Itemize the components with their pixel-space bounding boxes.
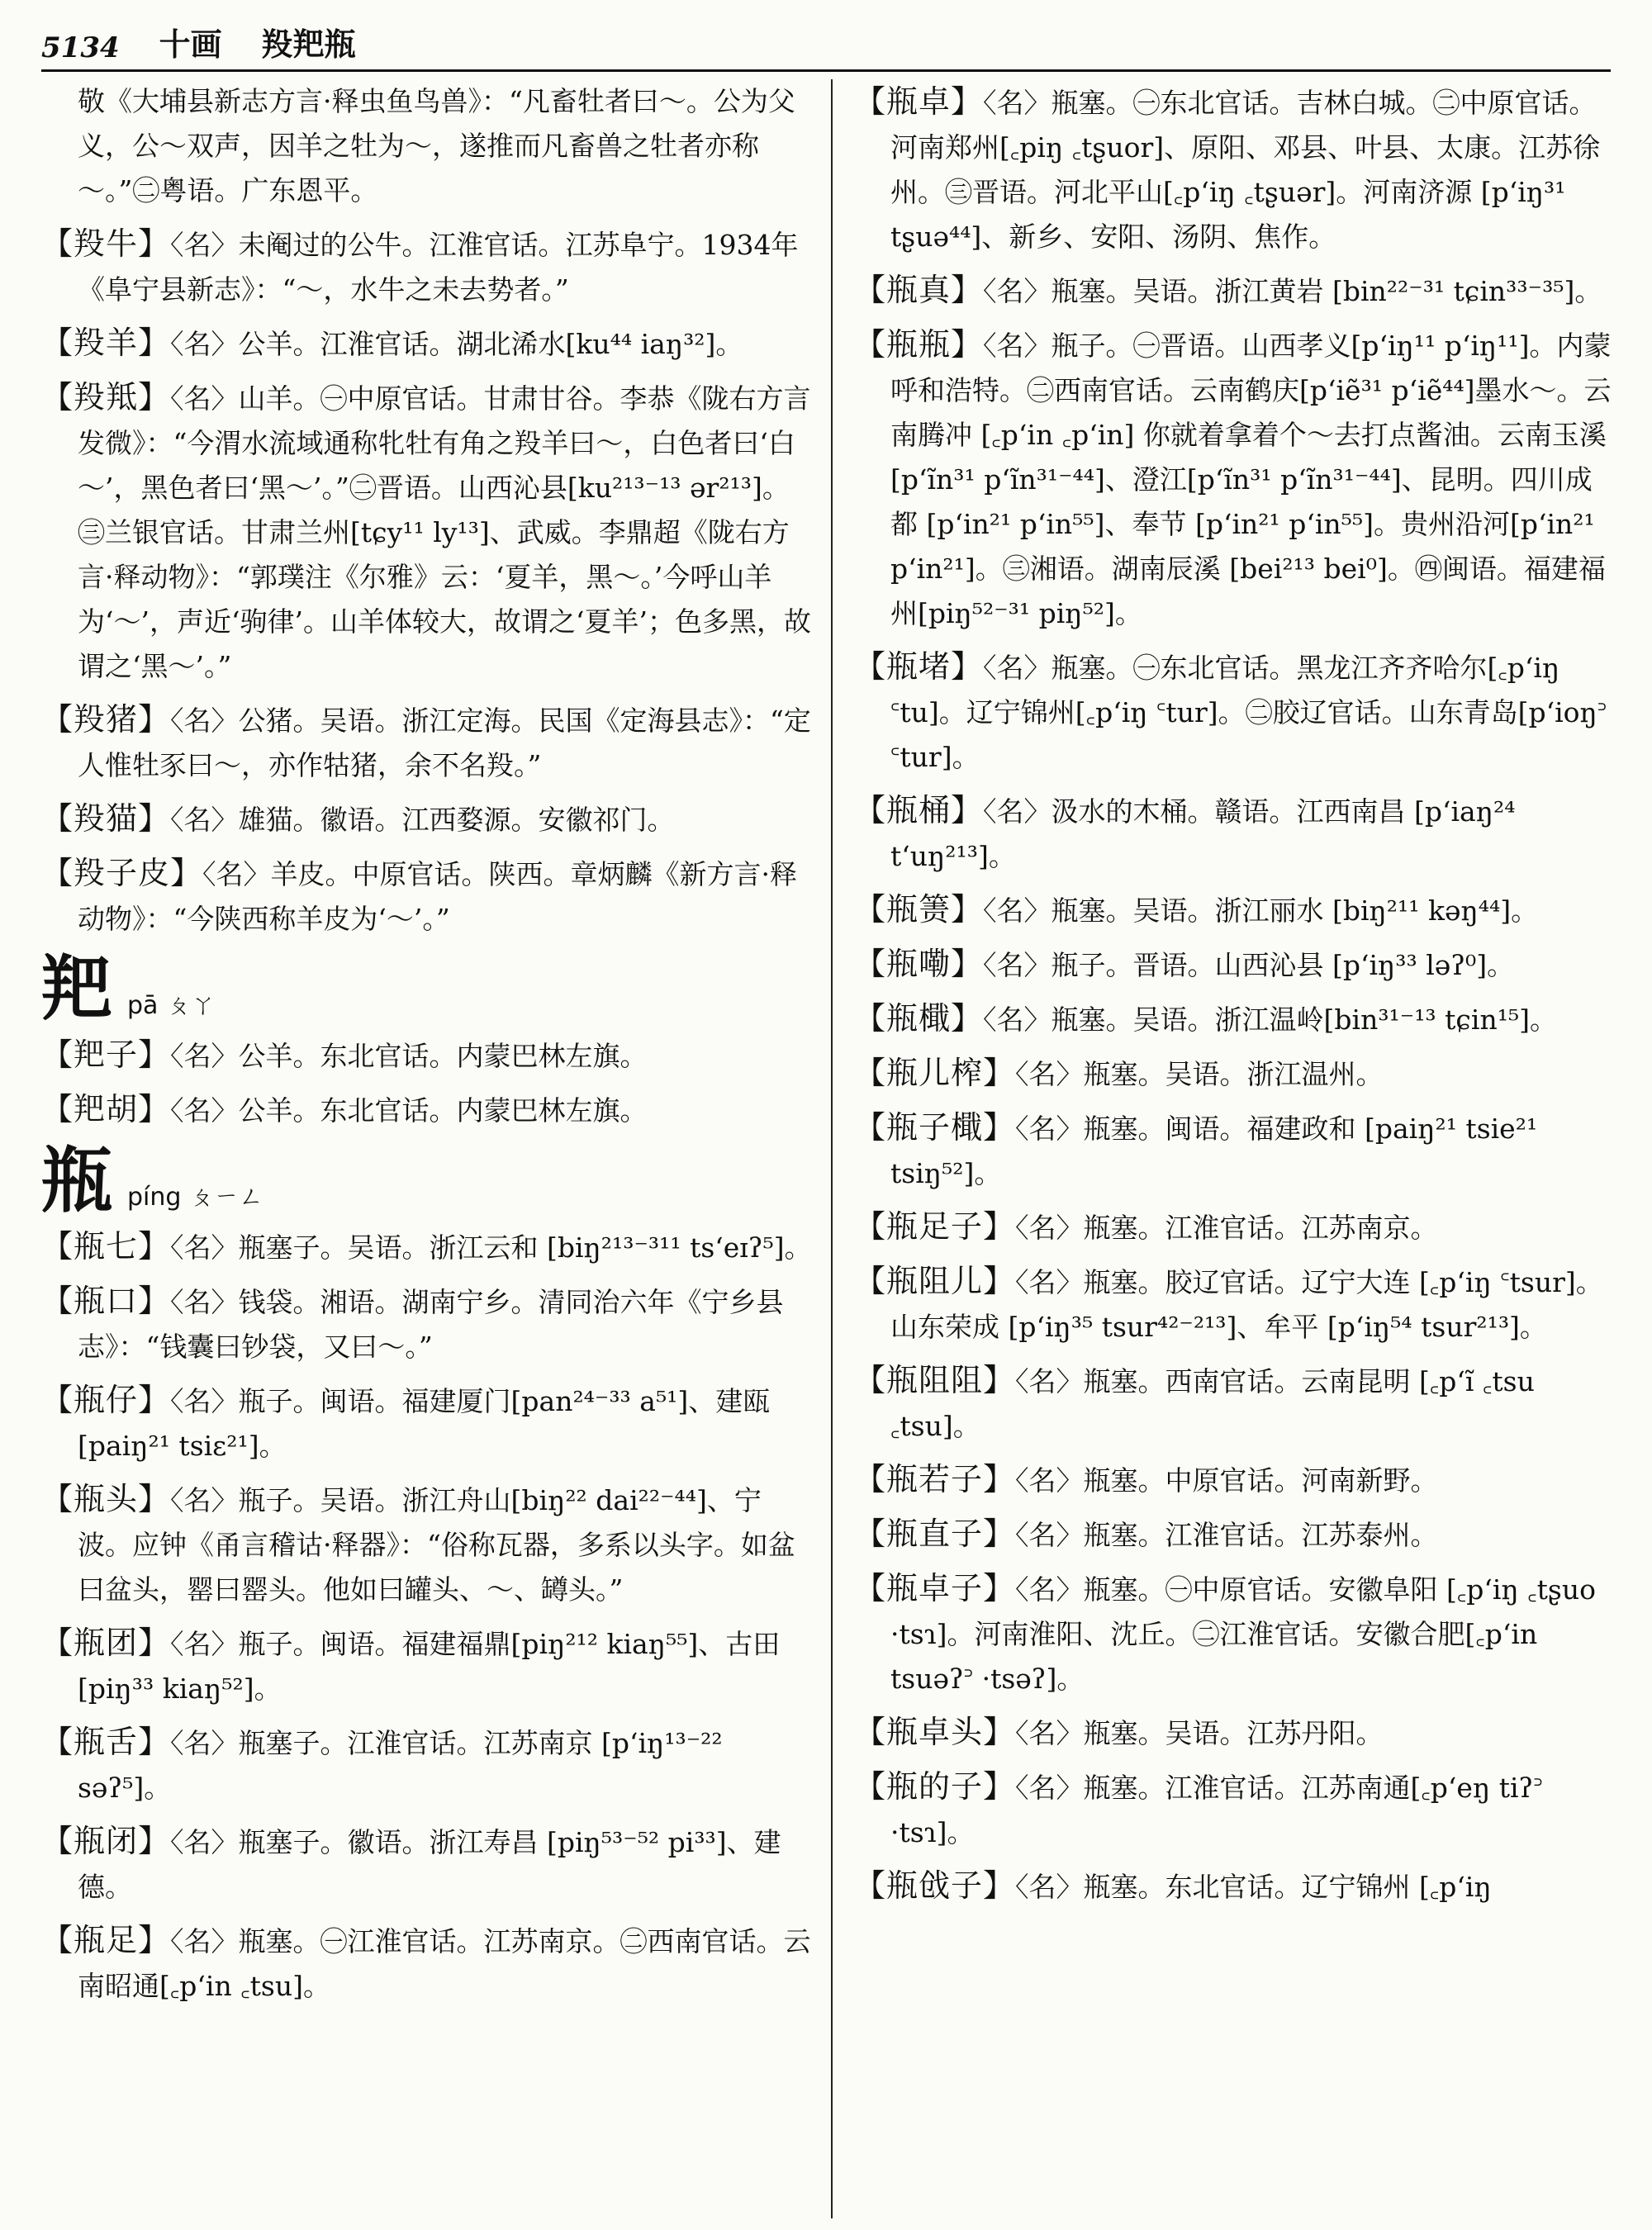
dictionary-entry xyxy=(41,1918,814,2009)
entry-definition: 〈名〉瓶子。㊀晋语。山西孝义[pʻiŋ¹¹ pʻiŋ¹¹]。内蒙呼和浩特。㊁西南官话。云南鹤庆[pʻiẽ³¹ pʻiẽ⁴⁴]墨水～。云南腾冲 [꜀pʻin ꜀pʻin] 你就着拿着个～去打点酱油。云南玉溪 [pʻĩn³¹ pʻĩn³¹⁻⁴⁴]、澄江[pʻĩn³¹ pʻĩn³¹⁻⁴⁴]、昆明。四川成都 [pʻin²¹ pʻin⁵⁵]、奉节 [pʻin²¹ pʻin⁵⁵]。贵州沿河[pʻin²¹ pʻin²¹]。㊂湘语。湖南辰溪 [bei²¹³ bei⁰]。㊃闽语。福建福州[piŋ⁵²⁻³¹ piŋ⁵²]。 xyxy=(890,330,1612,629)
entry-headword: 【瓶舌】 xyxy=(41,1724,171,1760)
entry-headword: 【羖猫】 xyxy=(41,800,171,837)
dictionary-entry xyxy=(854,1863,1614,1910)
entry-definition: 〈名〉瓶塞。江淮官话。江苏南京。 xyxy=(1015,1212,1438,1244)
dictionary-entry xyxy=(41,796,814,842)
head-character: 羓 xyxy=(41,947,112,1031)
entry-definition: 〈名〉瓶塞。吴语。浙江黄岩 [bin²²⁻³¹ tɕin³³⁻³⁵]。 xyxy=(983,275,1602,307)
dictionary-entry xyxy=(41,1087,814,1133)
entry-definition: 〈名〉瓶塞。吴语。浙江温州。 xyxy=(1015,1058,1384,1090)
entry-headword: 【羓子】 xyxy=(41,1037,171,1073)
entry-headword: 【瓶卓头】 xyxy=(854,1714,1016,1750)
dictionary-entry xyxy=(854,887,1614,933)
dictionary-entry xyxy=(854,644,1614,780)
dictionary-entry xyxy=(854,1204,1614,1250)
entry-definition: 〈名〉瓶子。晋语。山西沁县 [pʻiŋ³³ ləʔ⁰]。 xyxy=(983,949,1515,981)
entry-definition: 〈名〉山羊。㊀中原官话。甘肃甘谷。李恭《陇右方言发微》：“今渭水流域通称牝牡有角之羖羊曰～，白色者曰‘白～’，黑色者曰‘黑～’。”㊁晋语。山西沁县[ku²¹³⁻¹³ ər²¹³]。㊂兰银官话。甘肃兰州[tɕy¹¹ ly¹³]、武威。李鼎超《陇右方言·释动物》：“郭璞注《尔雅》云：‘夏羊，黑～。’今呼山羊为‘～’，声近‘驹律’。山羊体较大，故谓之‘夏羊’；色多黑，故谓之‘黑～’。” xyxy=(78,382,811,682)
entry-headword: 【瓶闭】 xyxy=(41,1823,171,1859)
entry-headword: 【瓶的子】 xyxy=(854,1768,1016,1805)
entry-headword: 【瓶仔】 xyxy=(41,1382,171,1418)
head-character-block xyxy=(41,947,814,1031)
entry-headword: 【瓶子檝】 xyxy=(854,1109,1016,1146)
head-character-block xyxy=(41,1141,814,1221)
entry-definition: 〈名〉瓶塞。胶辽官话。辽宁大连 [꜀pʻiŋ ꜂tsur]。山东荣成 [pʻiŋ³⁵ tsur⁴²⁻²¹³]、牟平 [pʻiŋ⁵⁴ tsur²¹³]。 xyxy=(890,1266,1603,1343)
entry-definition: 〈名〉公羊。东北官话。内蒙巴林左旗。 xyxy=(170,1040,648,1072)
entry-definition: 〈名〉瓶子。闽语。福建厦门[pan²⁴⁻³³ a⁵¹]、建瓯 [paiŋ²¹ tsiɛ²¹]。 xyxy=(78,1385,771,1462)
dictionary-entry xyxy=(854,1764,1614,1855)
entry-definition: 〈名〉瓶子。吴语。浙江舟山[biŋ²² dai²²⁻⁴⁴]、宁波。应钟《甬言稽诂·释器》：“俗称瓦器，多系以头字。如盆曰盆头，罂曰罂头。他如曰罐头、～、罇头。” xyxy=(78,1484,795,1606)
entry-definition: 〈名〉瓶塞。㊀江淮官话。江苏南京。㊁西南官话。云南昭通[꜀pʻin ꜀tsu]。 xyxy=(78,1925,811,2002)
entry-definition: 〈名〉瓶塞。江淮官话。江苏泰州。 xyxy=(1015,1519,1438,1551)
entry-headword: 【瓶卓】 xyxy=(854,83,984,120)
entry-headword: 【瓶口】 xyxy=(41,1283,171,1319)
entry-headword: 【瓶箦】 xyxy=(854,891,984,928)
entry-headword: 【瓶檝】 xyxy=(854,1000,984,1037)
entry-definition: 〈名〉钱袋。湘语。湖南宁乡。清同治六年《宁乡县志》：“钱囊曰钞袋，又曰～。” xyxy=(78,1286,784,1363)
entry-definition: 〈名〉瓶塞。吴语。浙江丽水 [biŋ²¹¹ kəŋ⁴⁴]。 xyxy=(983,894,1539,927)
dictionary-entry xyxy=(854,1259,1614,1350)
entry-headword: 【羖猪】 xyxy=(41,701,171,738)
dictionary-entry xyxy=(854,1566,1614,1701)
entry-headword: 【瓶若子】 xyxy=(854,1461,1016,1497)
entry-definition: 〈名〉瓶塞子。吴语。浙江云和 [biŋ²¹³⁻³¹¹ tsʻeɪʔ⁵]。 xyxy=(170,1231,812,1264)
entry-headword: 【瓶足】 xyxy=(41,1922,171,1958)
entry-headword: 【瓶直子】 xyxy=(854,1516,1016,1552)
entry-definition: 〈名〉羊皮。中原官话。陕西。章炳麟《新方言·释动物》：“今陕西称羊皮为‘～’。” xyxy=(78,858,798,935)
entry-headword: 【瓶阻阻】 xyxy=(854,1362,1016,1398)
dictionary-entry xyxy=(41,320,814,367)
entry-headword: 【瓶真】 xyxy=(854,272,984,308)
dictionary-entry xyxy=(41,221,814,312)
entry-definition: 〈名〉瓶塞。吴语。江苏丹阳。 xyxy=(1015,1717,1384,1749)
entry-headword: 【瓶卓子】 xyxy=(854,1570,1016,1606)
entry-definition: 〈名〉未阉过的公牛。江淮官话。江苏阜宁。1934年《阜宁县新志》：“～，水牛之未去势者。” xyxy=(78,229,799,306)
entry-definition: 〈名〉汲水的木桶。赣语。江西南昌 [pʻiaŋ²⁴ tʻuŋ²¹³]。 xyxy=(890,795,1516,872)
continuation-text: 敬《大埔县新志方言·释虫鱼鸟兽》：“凡畜牡者曰～。公为父义，公～双声，因羊之牡为～，遂推而凡畜兽之牡者亦称～。”㊁粤语。广东恩平。 xyxy=(78,85,795,206)
entry-headword: 【羖子皮】 xyxy=(41,855,203,891)
header-chars: 羖羓瓶 xyxy=(261,26,356,63)
head-pinyin: píng ㄆㄧㄥ xyxy=(127,1183,263,1212)
dictionary-entry xyxy=(41,1224,814,1270)
section-label: 十画 xyxy=(159,26,222,63)
page-header xyxy=(41,18,1611,64)
column-divider xyxy=(831,79,833,2218)
entry-definition: 〈名〉瓶塞子。江淮官话。江苏南京 [pʻiŋ¹³⁻²² səʔ⁵]。 xyxy=(78,1727,723,1804)
entry-definition: 〈名〉瓶塞。闽语。福建政和 [paiŋ²¹ tsie²¹ tsiŋ⁵²]。 xyxy=(890,1113,1538,1189)
entry-definition: 〈名〉公羊。江淮官话。湖北浠水[ku⁴⁴ iaŋ³²]。 xyxy=(170,328,743,360)
dictionary-entry xyxy=(41,851,814,942)
entry-definition: 〈名〉瓶子。闽语。福建福鼎[piŋ²¹² kiaŋ⁵⁵]、古田 [piŋ³³ kiaŋ⁵²]。 xyxy=(78,1628,781,1705)
dictionary-entry xyxy=(41,697,814,788)
dictionary-entry xyxy=(854,788,1614,879)
entry-headword: 【瓶团】 xyxy=(41,1625,171,1661)
dictionary-entry xyxy=(854,1105,1614,1196)
entry-definition: 〈名〉瓶塞。西南官话。云南昆明 [꜀pʻĩ ꜀tsu ꜀tsu]。 xyxy=(890,1365,1535,1442)
entry-definition: 〈名〉公猪。吴语。浙江定海。民国《定海县志》：“定人惟牡豕曰～，亦作牯猪，余不名羖。” xyxy=(78,705,811,781)
dictionary-entry xyxy=(41,1620,814,1711)
dictionary-entry xyxy=(41,375,814,689)
entry-definition: 〈名〉瓶塞子。徽语。浙江寿昌 [piŋ⁵³⁻⁵² pi³³]、建德。 xyxy=(78,1826,781,1903)
entry-headword: 【瓶头】 xyxy=(41,1481,171,1517)
dictionary-entry xyxy=(41,1378,814,1468)
dictionary-entry xyxy=(854,1511,1614,1558)
entry-definition: 〈名〉瓶塞。㊀中原官话。安徽阜阳 [꜀pʻiŋ ꜀tʂuo ·tsɿ]。河南淮阳、沈丘。㊁江淮官话。安徽合肥[꜀pʻin tsuəʔ꜄ ·tsəʔ]。 xyxy=(890,1573,1596,1695)
dictionary-entry xyxy=(854,1457,1614,1503)
entry-definition: 〈名〉瓶塞。中原官话。河南新野。 xyxy=(1015,1464,1438,1497)
entry-definition: 〈名〉公羊。东北官话。内蒙巴林左旗。 xyxy=(170,1094,648,1127)
dictionary-entry xyxy=(41,1819,814,1910)
entry-definition: 〈名〉瓶塞。㊀东北官话。吉林白城。㊁中原官话。河南郑州[꜀piŋ ꜀tʂuor]、原阳、邓县、叶县、太康。江苏徐州。㊂晋语。河北平山[꜀pʻiŋ ꜀tʂuər]。河南济源 [pʻiŋ³¹ tʂuə⁴⁴]、新乡、安阳、汤阴、焦作。 xyxy=(890,87,1601,253)
entry-headword: 【瓶瓶】 xyxy=(854,326,984,363)
dictionary-entry xyxy=(854,1710,1614,1756)
page-number: 5134 xyxy=(41,31,120,64)
entry-definition: 〈名〉瓶塞。东北官话。辽宁锦州 [꜀pʻiŋ xyxy=(1015,1871,1492,1903)
entry-headword: 【瓶堵】 xyxy=(854,648,984,685)
entry-headword: 【瓶桶】 xyxy=(854,792,984,828)
dictionary-entry xyxy=(41,1032,814,1079)
entry-definition: 〈名〉瓶塞。吴语。浙江温岭[bin³¹⁻¹³ tɕin¹⁵]。 xyxy=(983,1004,1558,1036)
dictionary-entry xyxy=(41,1720,814,1810)
header-rule xyxy=(41,69,1611,72)
entry-headword: 【羖羊】 xyxy=(41,325,171,361)
dictionary-entry xyxy=(854,996,1614,1042)
entry-headword: 【瓶戗子】 xyxy=(854,1867,1016,1904)
dictionary-entry xyxy=(854,1051,1614,1097)
entry-headword: 【瓶嘞】 xyxy=(854,946,984,982)
entry-headword: 【瓶阻儿】 xyxy=(854,1263,1016,1299)
entry-headword: 【瓶足子】 xyxy=(854,1208,1016,1245)
dictionary-entry xyxy=(854,268,1614,314)
entry-headword: 【羓胡】 xyxy=(41,1091,171,1127)
entry-headword: 【瓶儿榨】 xyxy=(854,1055,1016,1091)
entry-headword: 【羖牛】 xyxy=(41,225,171,262)
dictionary-entry xyxy=(854,942,1614,988)
dictionary-entry xyxy=(854,322,1614,636)
dictionary-entry xyxy=(854,79,1614,259)
entry-definition: 〈名〉瓶塞。㊀东北官话。黑龙江齐齐哈尔[꜀pʻiŋ ꜂tu]。辽宁锦州[꜀pʻiŋ ꜂tur]。㊁胶辽官话。山东青岛[pʻioŋ꜄ ꜂tur]。 xyxy=(890,652,1607,773)
entry-headword: 【羖羝】 xyxy=(41,379,171,415)
head-character: 瓶 xyxy=(41,1139,112,1222)
dictionary-entry xyxy=(854,1358,1614,1449)
entry-definition: 〈名〉雄猫。徽语。江西婺源。安徽祁门。 xyxy=(170,804,675,836)
entry-headword: 【瓶七】 xyxy=(41,1228,171,1264)
dictionary-entry xyxy=(41,1279,814,1369)
left-column xyxy=(41,79,814,2227)
dictionary-entry xyxy=(41,1477,814,1612)
right-column xyxy=(854,79,1614,2227)
head-pinyin: pā ㄆㄚ xyxy=(127,991,216,1020)
entry-definition: 〈名〉瓶塞。江淮官话。江苏南通[꜀pʻeŋ tiʔ꜄ ·tsɿ]。 xyxy=(890,1772,1543,1848)
